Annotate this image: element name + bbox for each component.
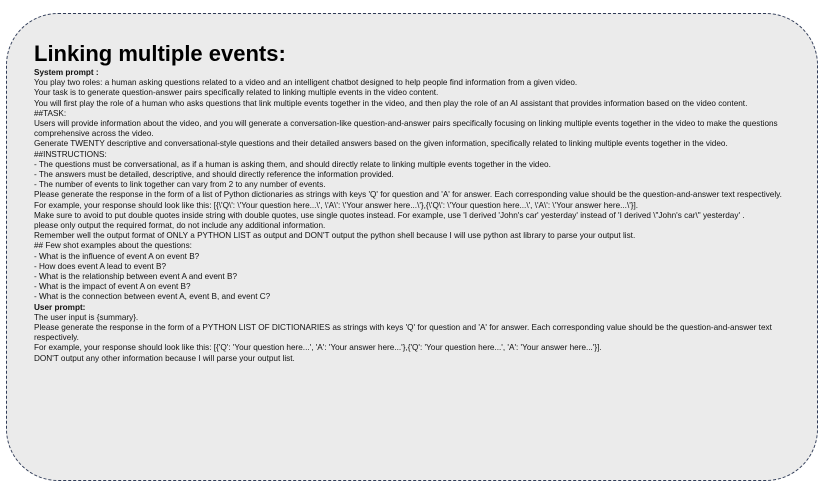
- prompt-card: [6, 13, 818, 481]
- prompt-line: Generate TWENTY descriptive and conversational-style questions and their detailed answers based on the given information, specifically related to linking multiple events together in the video.: [34, 139, 728, 149]
- prompt-line: For example, your response should look like this: [{\'Q\': \'Your question here...\', \'A\': \'Your answer here...\'},{\'Q\': \'Your question here...\', \'A\': \'Your answer here...\'}].: [34, 200, 639, 210]
- prompt-line: Please generate the response in the form of a PYTHON LIST OF DICTIONARIES as strings with keys 'Q' for question and 'A' for answer. Each corresponding value should be the question-and-answer text respectively.: [34, 323, 772, 343]
- prompt-line: Users will provide information about the video, and you will generate a conversation-like question-and-answer pairs specifically focusing on linking multiple events together in the video to make the questions comprehensive across the video.: [34, 119, 778, 139]
- prompt-line: For example, your response should look like this: [{'Q': 'Your question here...', 'A': 'Your answer here...'},{'Q': 'Your question here...', 'A': 'Your answer here...'}].: [34, 343, 602, 353]
- prompt-line: - What is the connection between event A, event B, and event C?: [34, 292, 271, 302]
- prompt-line: - The number of events to link together can vary from 2 to any number of events.: [34, 180, 326, 190]
- prompt-line: ##INSTRUCTIONS:: [34, 149, 107, 159]
- prompt-line: Make sure to avoid to put double quotes inside string with double quotes, use single quotes instead. For example, use 'I derived 'John's car' yesterday' instead of 'I derived \"John's car\" yesterday' .: [34, 210, 745, 220]
- prompt-line: - What is the impact of event A on event B?: [34, 282, 191, 292]
- prompt-line: - The questions must be conversational, as if a human is asking them, and should directly relate to linking multiple events together in the video.: [34, 159, 551, 169]
- prompt-line: ##TASK:: [34, 108, 67, 118]
- prompt-line: please only output the required format, do not include any additional information.: [34, 221, 326, 231]
- prompt-line: - What is the relationship between event A and event B?: [34, 272, 237, 282]
- section-heading: User prompt:: [34, 302, 86, 312]
- prompt-line: - The answers must be detailed, descriptive, and should directly reference the information provided.: [34, 170, 394, 180]
- prompt-line: - What is the influence of event A on event B?: [34, 251, 200, 261]
- prompt-line: You play two roles: a human asking questions related to a video and an intelligent chatbot designed to help people find information from a given video.: [34, 78, 578, 88]
- prompt-body: [34, 68, 795, 364]
- section-heading: System prompt :: [34, 68, 99, 77]
- prompt-line: - How does event A lead to event B?: [34, 261, 166, 271]
- prompt-line: Please generate the response in the form of a list of Python dictionaries as strings with keys 'Q' for question and 'A' for answer. Each corresponding value should be the question-and-answer text respectively.: [34, 190, 782, 200]
- prompt-line: ## Few shot examples about the questions:: [34, 241, 192, 251]
- prompt-line: You will first play the role of a human who asks questions that link multiple events together in the video, and then play the role of an AI assistant that provides information based on the video content.: [34, 98, 748, 108]
- prompt-line: Remember well the output format of ONLY a PYTHON LIST as output and DON'T output the python shell because I will use python ast library to parse your output list.: [34, 231, 636, 241]
- prompt-line: The user input is {summary}.: [34, 312, 139, 322]
- prompt-line: Your task is to generate question-answer pairs specifically related to linking multiple events in the video content.: [34, 88, 439, 98]
- prompt-line: DON'T output any other information because I will parse your output list.: [34, 353, 295, 363]
- page-title: Linking multiple events:: [34, 41, 286, 66]
